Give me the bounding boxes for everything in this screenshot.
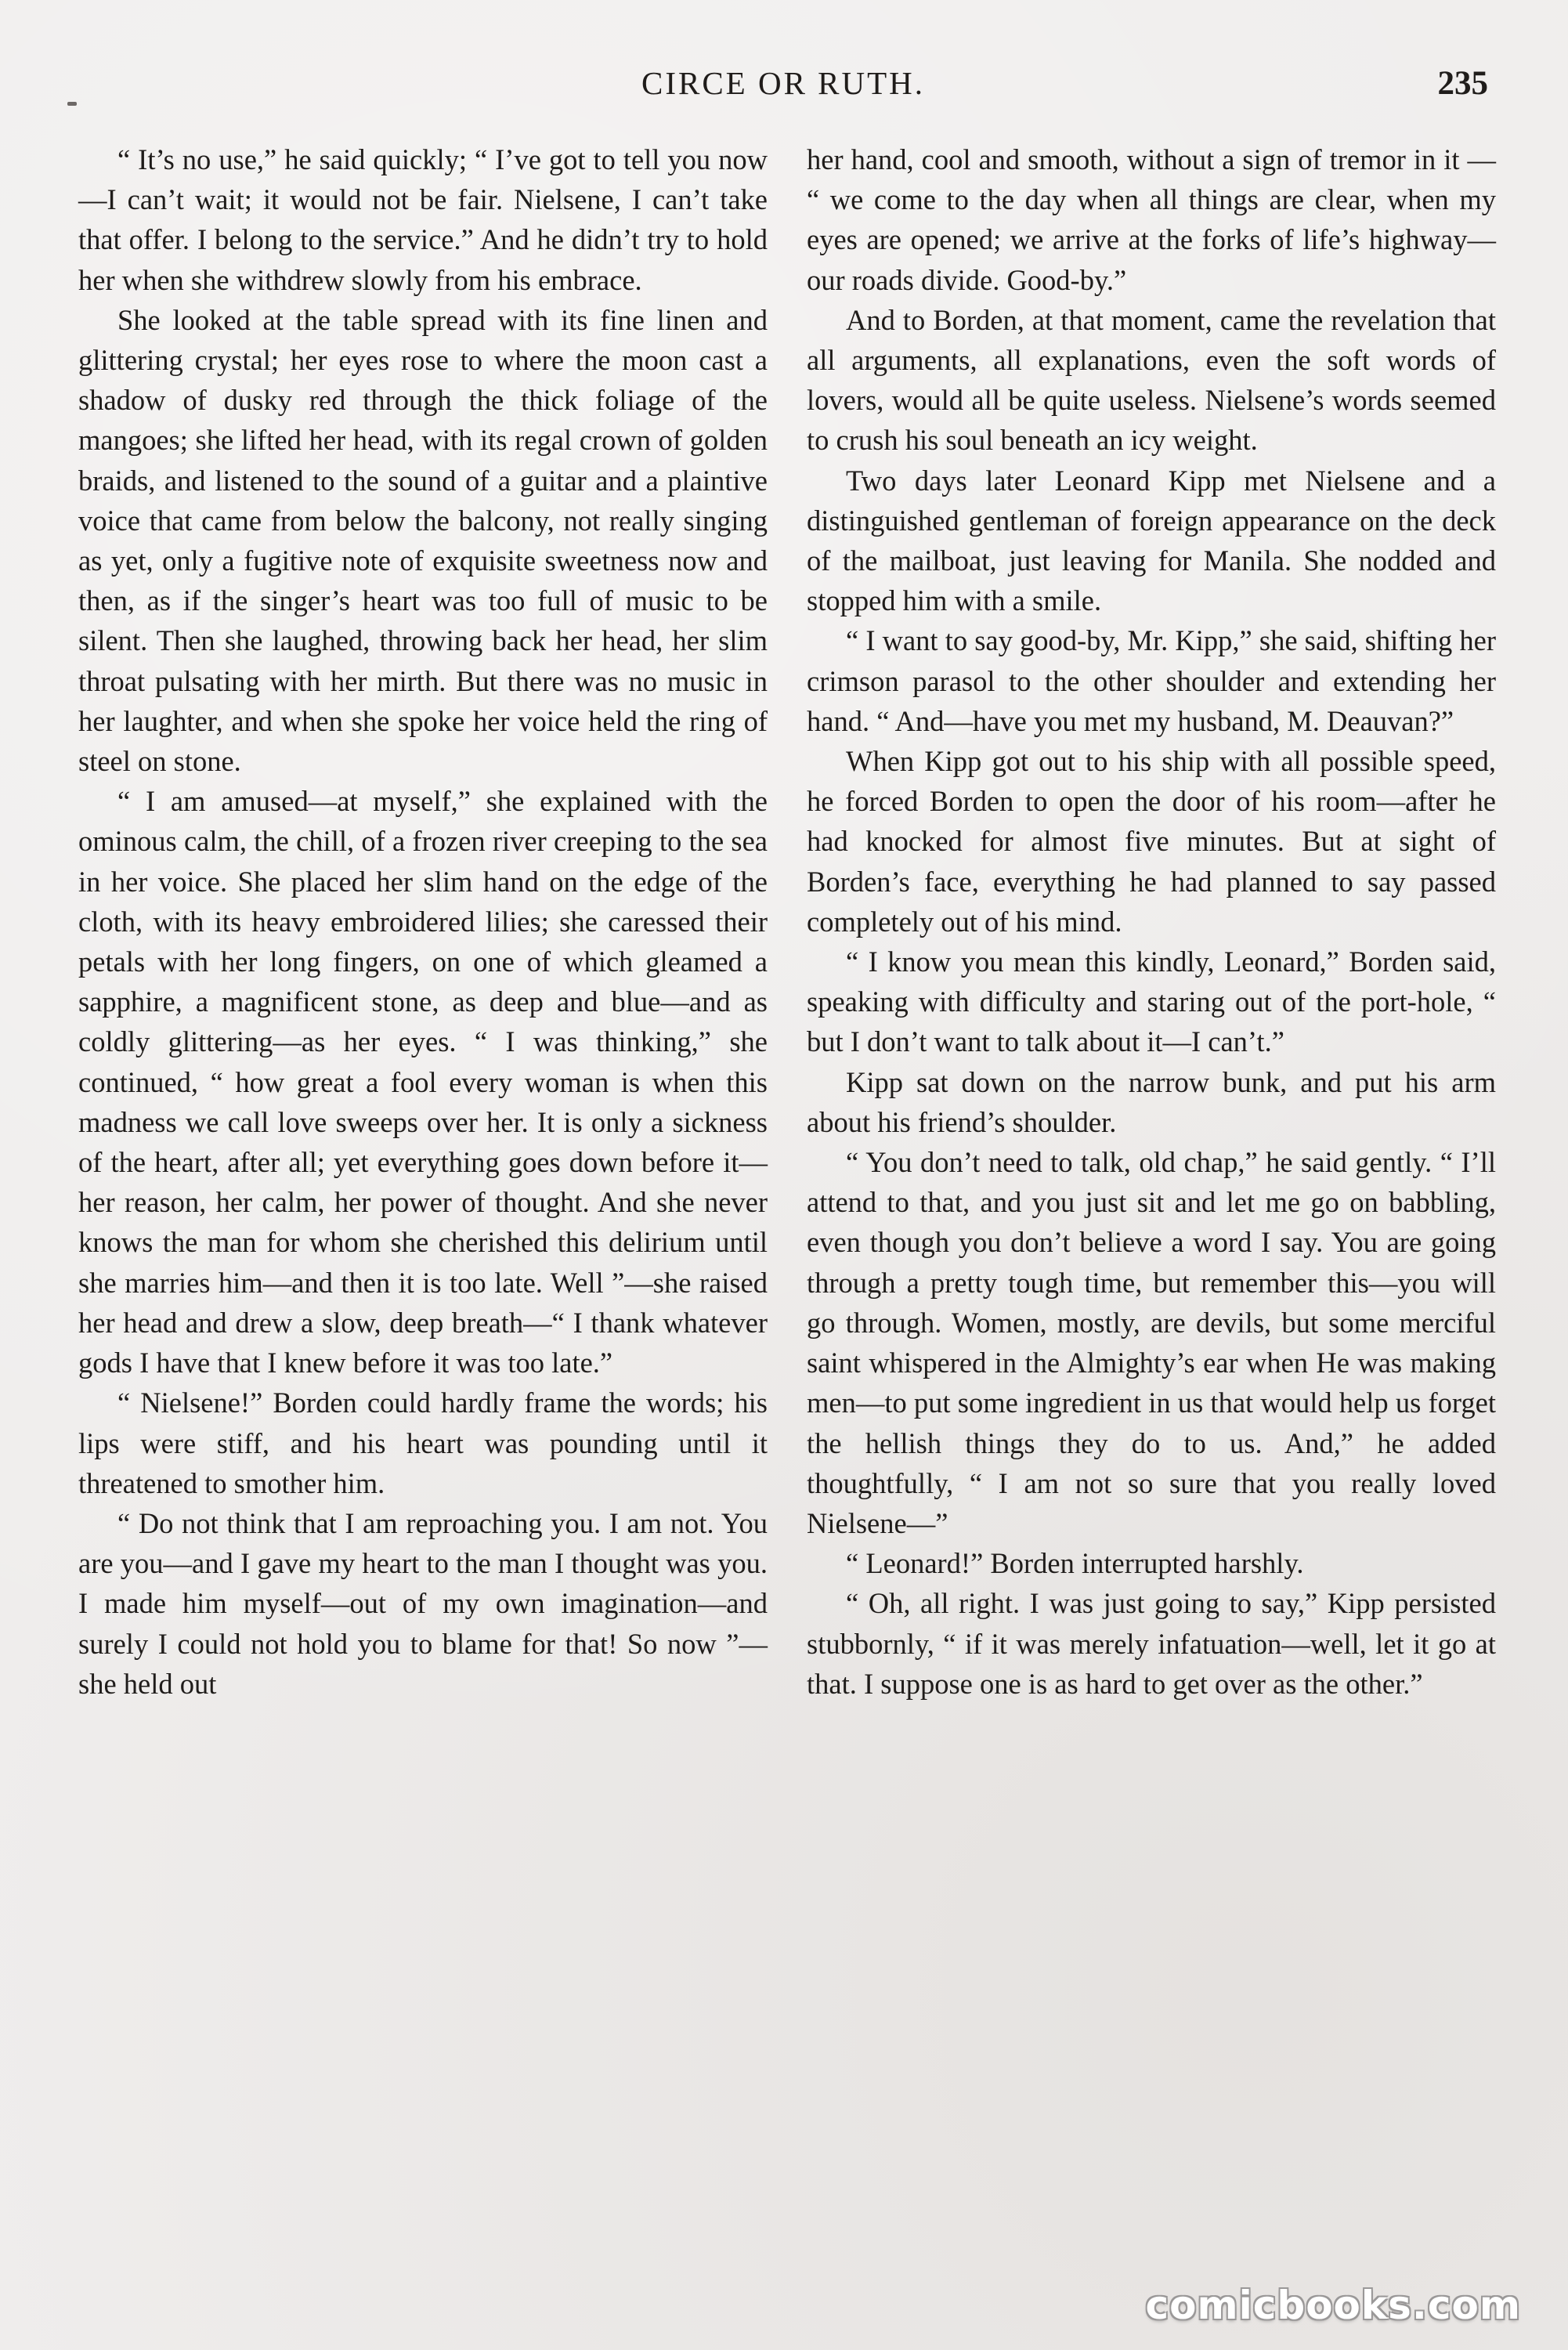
paragraph: And to Borden, at that moment, came the revelation that all arguments, all explanations, even the soft words of lovers, would all be quite useless. Nielsene’s words seemed to crush his soul beneath an icy weight. (807, 303, 1496, 457)
paragraph: When Kipp got out to his ship with all possible speed, he forced Borden to open the door of his room—after he had knocked for almost five minutes. But at sight of Borden’s face, everything he had planned to say passed completely out of his mind. (807, 745, 1496, 938)
continued-paragraph: her hand, cool and smooth, without a sign of tremor in it — “ we come to the day when all things are clear, when my eyes are opened; we arrive at the forks of life’s highway—our roads divide. Good-by.” (807, 143, 1496, 296)
site-watermark: comicbooks.com (1145, 2283, 1521, 2328)
paragraph: “ I am amused—at myself,” she explained with the ominous calm, the chill, of a frozen river creeping to the sea in her voice. She placed her slim hand on the edge of the cloth, with its heavy embroidered lilies; she caressed their petals with her long fingers, on one of which gleamed a sapphire, a magnificent stone, as deep and blue—and as coldly glittering—as her eyes. “ I was thinking,” she continued, “ how great a fool every woman is when this madness we call love sweeps over her. It is only a sickness of the heart, after all; yet everything goes down before it—her reason, her calm, her power of thought. And she never knows the man for whom she cherished this delirium until she marries him—and then it is too late. Well ”—she raised her head and drew a slow, deep breath—“ I thank whatever gods I have that I knew before it was too late.” (78, 785, 768, 1379)
paragraph: “ You don’t need to talk, old chap,” he said gently. “ I’ll attend to that, and you just sit and let me go on babbling, even though you don’t believe a word I say. You are going through a pretty tough time, but remember this—you will go through. Women, mostly, are devils, but some merciful saint whispered in the Almighty’s ear when He was making men—to put some ingredient in us that would help us forget the hellish things they do to us. And,” he added thoughtfully, “ I am not so sure that you really loved Nielsene—” (807, 1146, 1496, 1539)
paragraph: “ I want to say good-by, Mr. Kipp,” she said, shifting her crimson parasol to the other shoulder and extending her hand. “ And—have you met my husband, M. Deauvan?” (807, 624, 1496, 737)
paragraph: “ I know you mean this kindly, Leonard,” Borden said, speaking with difficulty and staring out of the port-hole, “ but I don’t want to talk about it—I can’t.” (807, 945, 1496, 1058)
paragraph: “ Nielsene!” Borden could hardly frame the words; his lips were stiff, and his heart was pounding until it threatened to smother him. (78, 1386, 768, 1499)
paragraph: “ Oh, all right. I was just going to say,” Kipp persisted stubbornly, “ if it was merely infatuation—well, let it go at that. I suppose one is as hard to get over as the other.” (807, 1587, 1496, 1700)
running-title: CIRCE OR RUTH. (641, 65, 926, 101)
right-column (807, 139, 1496, 1704)
paragraph: “ Do not think that I am reproaching you. I am not. You are you—and I gave my heart to the man I thought was you. I made him myself—out of my own imagination—and surely I could not hold you to blame for that! So now ”—she held out (78, 1506, 768, 1700)
ink-speck (67, 102, 77, 106)
page-header (78, 64, 1488, 119)
text-columns (78, 139, 1496, 2278)
left-column (78, 139, 768, 1704)
paragraph: Kipp sat down on the narrow bunk, and put his arm about his friend’s shoulder. (807, 1065, 1496, 1138)
paragraph: “ It’s no use,” he said quickly; “ I’ve got to tell you now—I can’t wait; it would not be fair. Nielsene, I can’t take that offer. I belong to the service.” And he didn’t try to hold her when she withdrew slowly from his embrace. (78, 143, 768, 296)
paragraph: Two days later Leonard Kipp met Nielsene and a distinguished gentleman of foreign appearance on the deck of the mailboat, just leaving for Manila. She nodded and stopped him with a smile. (807, 464, 1496, 617)
paragraph: She looked at the table spread with its fine linen and glittering crystal; her eyes rose to where the moon cast a shadow of dusky red through the thick foliage of the mangoes; she lifted her head, with its regal crown of golden braids, and listened to the sound of a guitar and a plaintive voice that came from below the balcony, not really singing as yet, only a fugitive note of exquisite sweetness now and then, as if the singer’s heart was too full of music to be silent. Then she laughed, throwing back her head, her slim throat pulsating with her mirth. But there was no music in her laughter, and when she spoke her voice held the ring of steel on stone. (78, 303, 768, 778)
page-number: 235 (1437, 65, 1488, 102)
paragraph: “ Leonard!” Borden interrupted harshly. (846, 1547, 1304, 1580)
